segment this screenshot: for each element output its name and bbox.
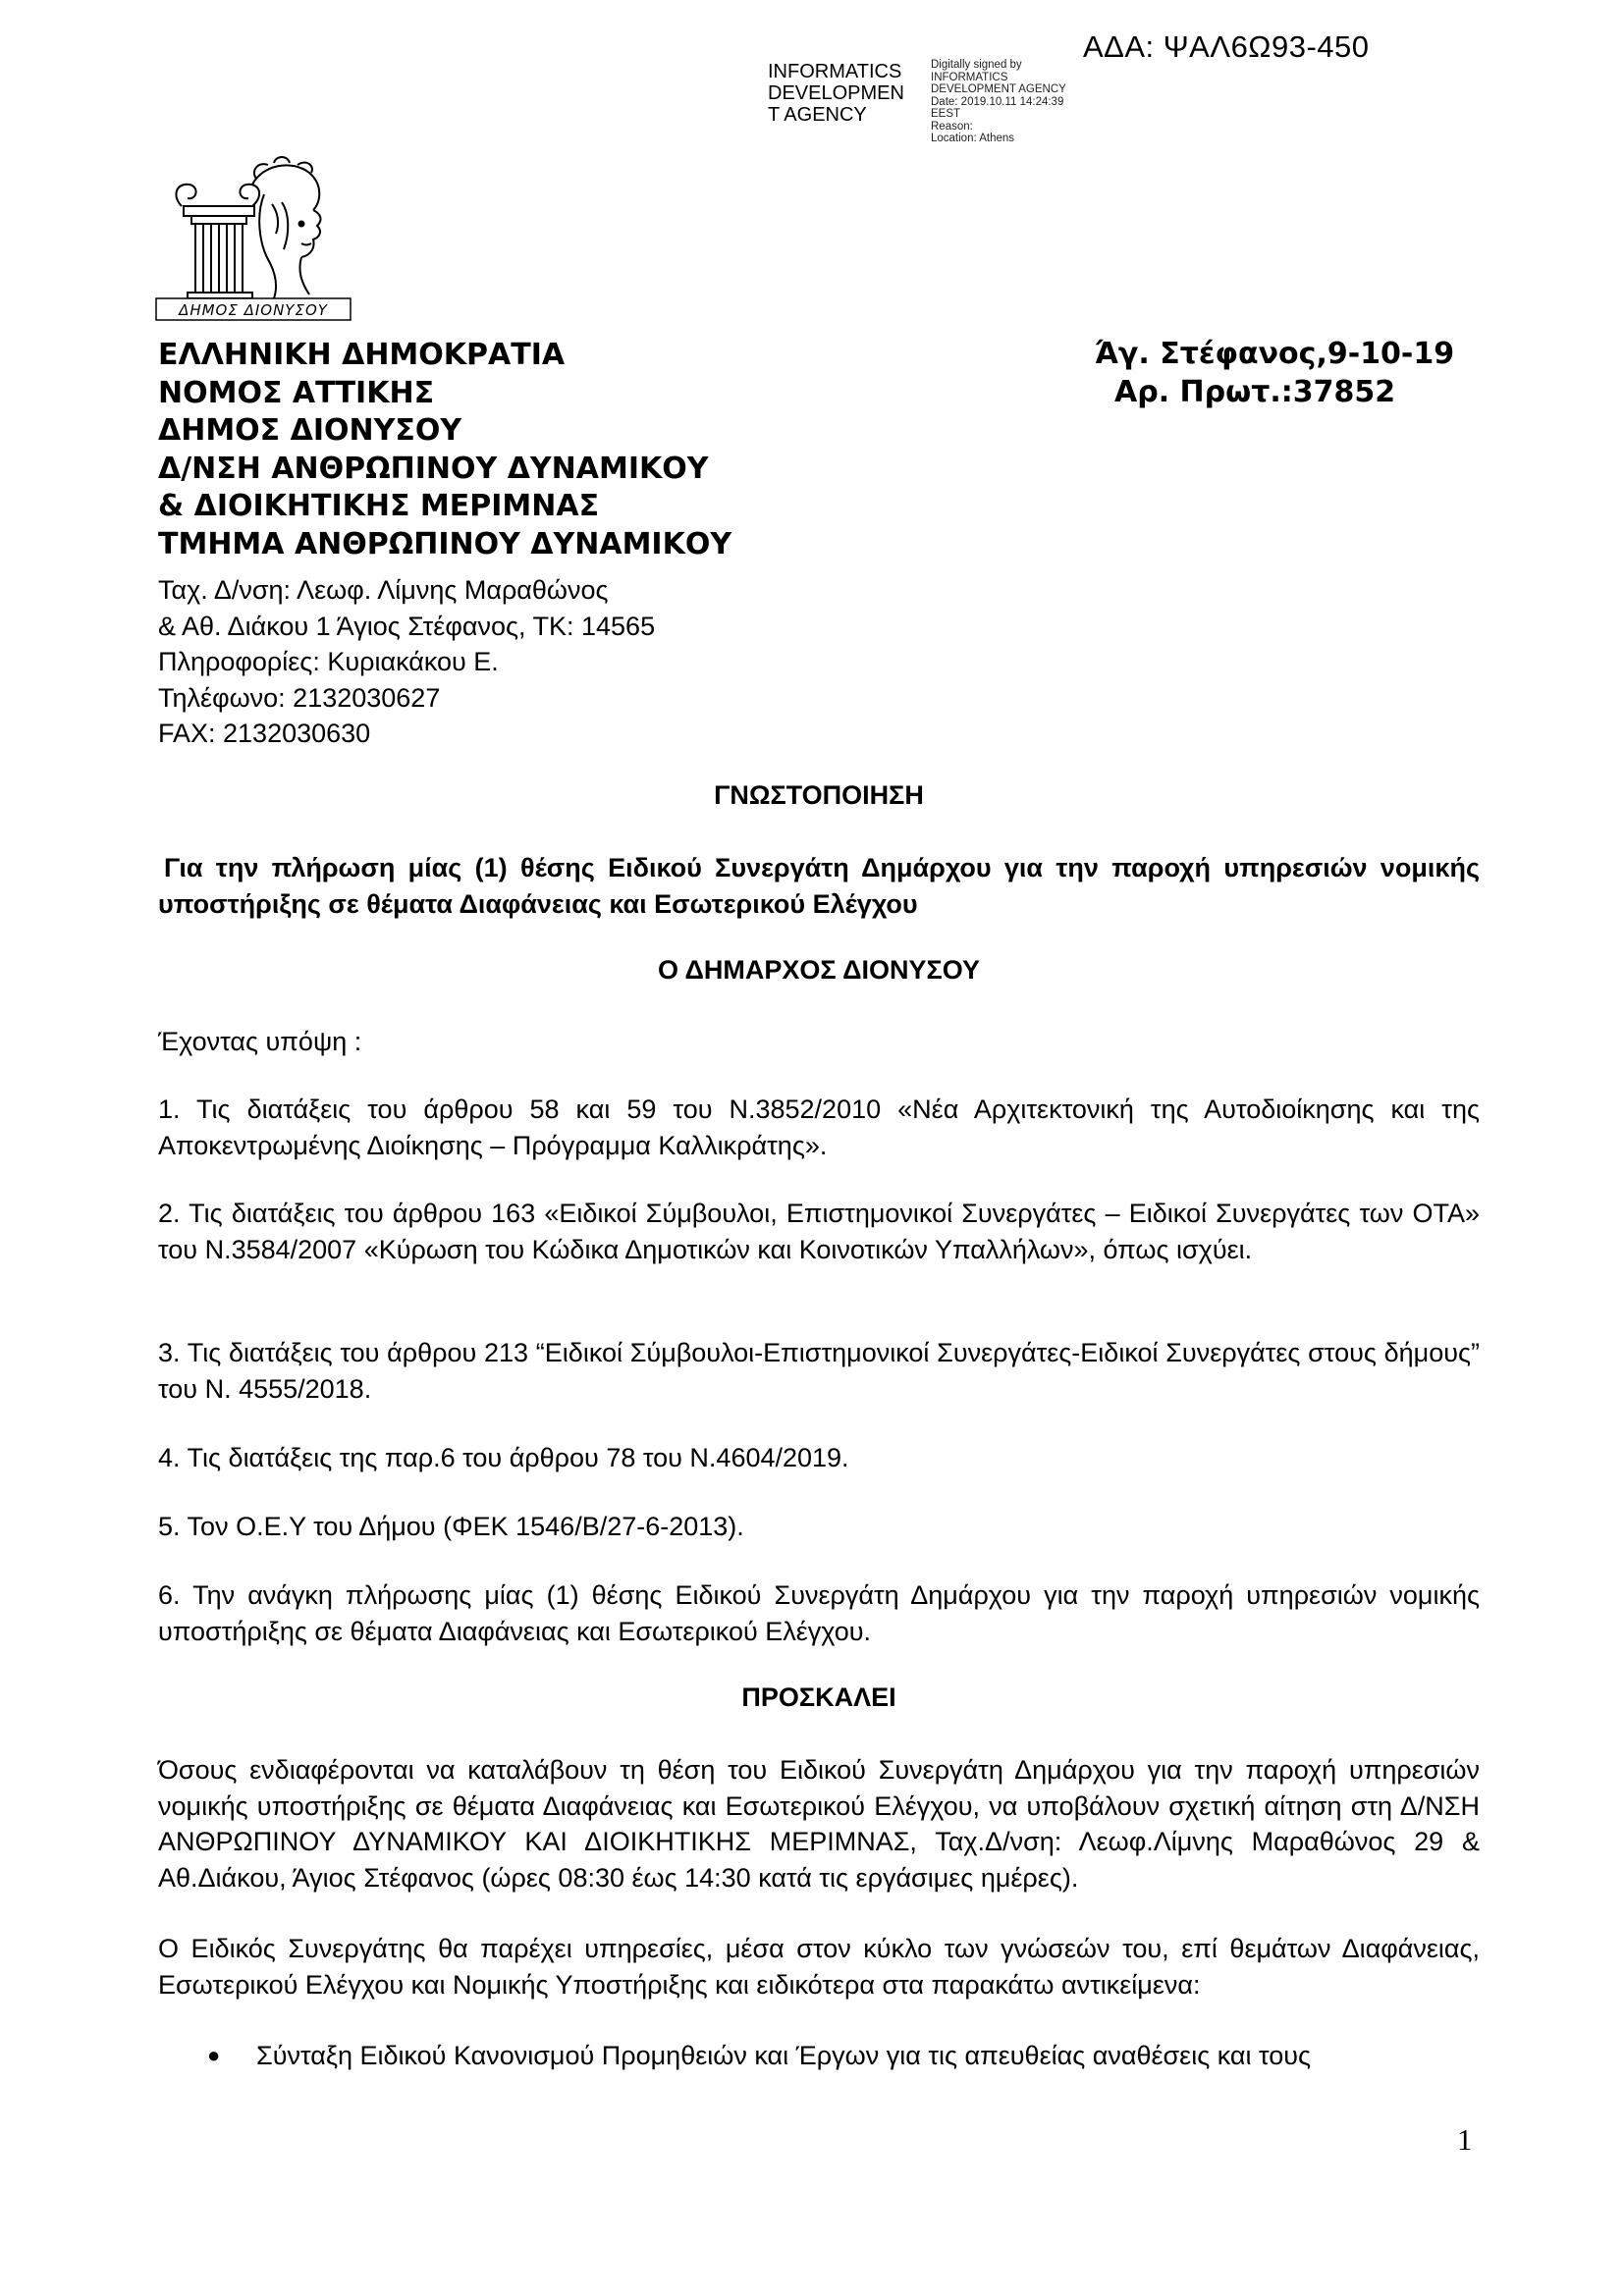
contact-line: Τηλέφωνο: 2132030627	[158, 682, 441, 713]
contact-line: Ταχ. Δ/νση: Λεωφ. Λίμνης Μαραθώνος	[158, 575, 609, 605]
contact-line: FAX: 2132030630	[158, 719, 371, 748]
protocol-number: Αρ. Πρωτ.:37852	[1114, 375, 1396, 409]
issuer-line: & ΔΙΟΙΚΗΤΙΚΗΣ ΜΕΡΙΜΝΑΣ	[158, 489, 600, 523]
invite-paragraph: Ο Ειδικός Συνεργάτης θα παρέχει υπηρεσίες, μέσα στον κύκλο των γνώσεών του, επί θεμάτων Διαφάνειας, Εσωτερικού Ελέγχου και Νομικής Υποστήριξης και ειδικότερα στα παρακάτω αντικείμενα:	[158, 1934, 1480, 2000]
document-title: ΓΝΩΣΤΟΠΟΙΗΣΗ	[714, 780, 924, 810]
considering-item: 5. Τον Ο.Ε.Υ του Δήμου (ΦΕΚ 1546/Β/27-6-2013).	[158, 1512, 744, 1541]
page-number: 1	[1457, 2122, 1473, 2157]
issuer-line: ΕΛΛΗΝΙΚΗ ΔΗΜΟΚΡΑΤΙΑ	[158, 338, 566, 372]
digital-signature-signer: INFORMATICS DEVELOPMEN T AGENCY	[768, 61, 904, 126]
ada-code: ΑΔΑ: ΨΑΛ6Ω93-450	[1083, 29, 1370, 64]
subject-paragraph: Για την πλήρωση μίας (1) θέσης Ειδικού Συνεργάτη Δημάρχου για την παροχή υπηρεσιών νομικής υποστήριξης σε θέματα Διαφάνειας και Εσωτερικού Ελέγχου	[158, 853, 1480, 919]
considering-item: 3. Τις διατάξεις του άρθρου 213 “Ειδικοί Σύμβουλοι-Επιστημονικοί Συνεργάτες-Ειδικοί Συνεργάτες στους δήμους” του Ν. 4555/2018.	[158, 1338, 1480, 1404]
mayor-heading: Ο ΔΗΜΑΡΧΟΣ ΔΙΟΝΥΣΟΥ	[658, 955, 980, 985]
column-icon	[176, 185, 259, 298]
issuer-line: ΔΗΜΟΣ ΔΙΟΝΥΣΟΥ	[158, 413, 462, 448]
list-item	[158, 2038, 1480, 2074]
contact-line: & Αθ. Διάκου 1 Άγιος Στέφανος, ΤΚ: 14565	[158, 611, 656, 641]
issuer-line: ΤΜΗΜΑ ΑΝΘΡΩΠΙΝΟΥ ΔΥΝΑΜΙΚΟΥ	[158, 526, 732, 561]
bullet-icon: ●	[207, 2043, 221, 2067]
dionysus-head-icon	[252, 157, 320, 298]
municipality-logo	[154, 155, 352, 322]
issuer-line: ΝΟΜΟΣ ΑΤΤΙΚΗΣ	[158, 375, 435, 410]
contact-line: Πληροφορίες: Κυριακάκου Ε.	[158, 647, 499, 676]
digital-signature-details: Digitally signed by INFORMATICS DEVELOPMENT AGENCY Date: 2019.10.11 14:24:39 EEST Reason: Location: Athens	[931, 59, 1066, 144]
considering-item: 2. Τις διατάξεις του άρθρου 163 «Ειδικοί Σύμβουλοι, Επιστημονικοί Συνεργάτες – Ειδικοί Συνεργάτες των ΟΤΑ» του Ν.3584/2007 «Κύρωση του Κώδικα Δημοτικών και Κοινοτικών Υπαλλήλων», όπως ισχύει.	[158, 1199, 1480, 1264]
issuer-header	[158, 337, 731, 563]
considering-item: 6. Την ανάγκη πλήρωσης μίας (1) θέσης Ειδικού Συνεργάτη Δημάρχου για την παροχή υπηρεσιών νομικής υποστήριξης σε θέματα Διαφάνειας και Εσωτερικού Ελέγχου.	[158, 1580, 1480, 1646]
contact-block	[158, 572, 655, 752]
considering-item: 1. Τις διατάξεις του άρθρου 58 και 59 του Ν.3852/2010 «Νέα Αρχιτεκτονική της Αυτοδιοίκησης και της Αποκεντρωμένης Διοίκησης – Πρόγραμμα Καλλικράτης».	[158, 1095, 1480, 1160]
considering-item: 4. Τις διατάξεις της παρ.6 του άρθρου 78 του Ν.4604/2019.	[158, 1443, 849, 1472]
document-date: Άγ. Στέφανος,9-10-19	[1095, 337, 1455, 371]
logo-caption: ΔΗΜΟΣ ΔΙΟΝΥΣΟΥ	[179, 301, 328, 319]
list-item-text: Σύνταξη Ειδικού Κανονισμού Προμηθειών και Έργων για τις απευθείας αναθέσεις και τους	[256, 2041, 1312, 2070]
invites-heading: ΠΡΟΣΚΑΛΕΙ	[741, 1682, 896, 1712]
considering-label: Έχοντας υπόψη :	[158, 1027, 362, 1056]
issuer-line: Δ/ΝΣΗ ΑΝΘΡΩΠΙΝΟΥ ΔΥΝΑΜΙΚΟΥ	[158, 451, 709, 486]
invite-paragraph: Όσους ενδιαφέρονται να καταλάβουν τη θέση του Ειδικού Συνεργάτη Δημάρχου για την παροχή υπηρεσιών νομικής υποστήριξης σε θέματα Διαφάνειας και Εσωτερικού Ελέγχου, να υποβάλουν σχετική αίτηση στη Δ/ΝΣΗ ΑΝΘΡΩΠΙΝΟΥ ΔΥΝΑΜΙΚΟΥ ΚΑΙ ΔΙΟΙΚΗΤΙΚΗΣ ΜΕΡΙΜΝΑΣ, Ταχ.Δ/νση: Λεωφ.Λίμνης Μαραθώνος 29 & Αθ.Διάκου, Άγιος Στέφανος (ώρες 08:30 έως 14:30 κατά τις εργάσιμες ημέρες).	[158, 1755, 1480, 1893]
